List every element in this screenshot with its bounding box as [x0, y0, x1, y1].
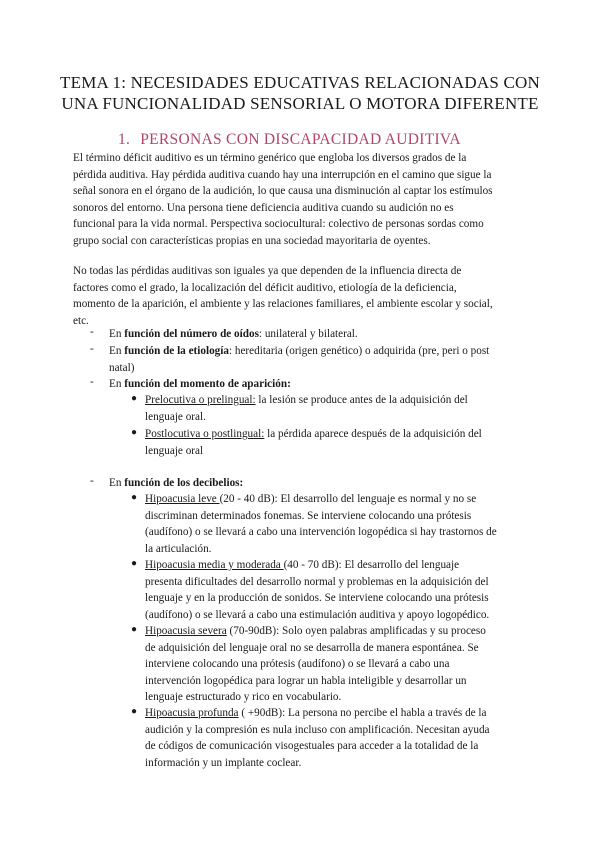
section-number: 1. — [118, 131, 131, 148]
item-text: ( +90dB): La persona no percibe el habla a través de la — [238, 707, 487, 719]
title-line-1: TEMA 1: NECESIDADES EDUCATIVAS RELACIONADAS CON — [60, 73, 540, 92]
dash-bullet: - — [90, 343, 94, 355]
paragraph-line: El término déficit auditivo es un término genérico que engloba los diversos grados de la — [73, 152, 467, 164]
list-item-prelocutiva — [145, 392, 540, 425]
dot-bullet: ● — [131, 492, 138, 503]
item-underline: Prelocutiva o prelingual: — [145, 394, 256, 406]
list-item-hipoacusia-profunda — [145, 705, 540, 771]
paragraph-line: pérdida auditiva. Hay pérdida auditiva cuando hay una interrupción en el camino que sigue la — [73, 168, 492, 181]
paragraph-line: etc. — [73, 314, 89, 327]
dot-bullet: ● — [131, 624, 138, 635]
item-text: : unilateral y bilateral. — [258, 328, 358, 340]
item-text: presenta dificultades del desarrollo normal y problemas en la adquisición del — [145, 575, 489, 588]
paragraph-factors — [73, 263, 533, 329]
item-bold: función de la etiología — [124, 345, 229, 357]
item-prefix: En — [109, 328, 125, 340]
list-item-num-oidos — [109, 326, 539, 343]
list-item-hipoacusia-severa — [145, 623, 540, 706]
list-item-decibelios — [109, 475, 539, 492]
list-item-hipoacusia-media — [145, 557, 540, 623]
item-text: : hereditaria (origen genético) o adquirida (pre, peri o post — [228, 345, 490, 357]
dash-bullet: - — [90, 475, 94, 487]
item-text: la lesión se produce antes de la adquisición del — [255, 394, 468, 406]
paragraph-line: No todas las pérdidas auditivas son iguales ya que dependen de la influencia directa de — [73, 265, 462, 277]
item-bold: función del momento de aparición: — [124, 378, 291, 390]
dot-bullet: ● — [131, 393, 138, 404]
item-underline: Hipoacusia profunda — [145, 707, 239, 719]
item-text: la pérdida aparece después de la adquisición del — [264, 428, 482, 440]
paragraph-line: funcional para la vida normal. Perspectiva sociocultural: colectivo de personas sordas como — [73, 218, 484, 231]
item-text: de códigos de comunicación visogestuales para acceder a la totalidad de la — [145, 740, 479, 753]
item-underline: Hipoacusia severa — [145, 625, 227, 637]
item-text: lenguaje oral — [145, 444, 204, 457]
list-item-postlocutiva — [145, 426, 540, 459]
section-label: PERSONAS CON DISCAPACIDAD AUDITIVA — [140, 131, 461, 148]
document-title — [40, 72, 560, 114]
dash-bullet: - — [90, 376, 94, 388]
title-line-2: UNA FUNCIONALIDAD SENSORIAL O MOTORA DIFERENTE — [61, 94, 539, 113]
list-item-momento — [109, 376, 539, 393]
item-text: lenguaje oral. — [145, 410, 206, 423]
item-text: (70-90dB): Solo oyen palabras amplificadas y su proceso — [226, 625, 486, 637]
item-text: la articulación. — [145, 542, 212, 555]
item-text: (audífono) o se llevará a cabo una intervención logopédica si hay trastornos de — [145, 526, 497, 539]
paragraph-definition — [73, 150, 533, 250]
item-text: natal) — [109, 361, 135, 374]
dot-bullet: ● — [131, 427, 138, 438]
dot-bullet: ● — [131, 706, 138, 717]
item-prefix: En — [109, 345, 125, 357]
section-heading — [118, 131, 461, 149]
item-text: lenguaje estructurado y rico en vocabulario. — [145, 691, 342, 704]
item-underline: Postlocutiva o postlingual: — [145, 428, 265, 440]
item-text: audición y la compresión es nula incluso con amplificación. Necesitan ayuda — [145, 723, 490, 736]
item-text: de adquisición del lenguaje oral no se desarrolla de manera espontánea. Se — [145, 641, 479, 654]
paragraph-line: señal sonora en el órgano de la audición, lo que causa una disminución al captar los estímulos — [73, 185, 493, 198]
list-item-hipoacusia-leve — [145, 491, 540, 557]
list-item-etiologia — [109, 343, 539, 376]
paragraph-line: grupo social con características propias en una sociedad mayoritaria de oyentes. — [73, 234, 431, 247]
paragraph-line: sonoros del entorno. Una persona tiene deficiencia auditiva cuando su audición no es — [73, 201, 454, 214]
paragraph-line: momento de la aparición, el ambiente y las relaciones familiares, el ambiente escolar y social, — [73, 298, 493, 311]
item-text: lenguaje y en la producción de sonidos. Se interviene colocando una prótesis — [145, 592, 489, 605]
item-text: (20 - 40 dB): El desarrollo del lenguaje es normal y no se — [219, 493, 477, 505]
paragraph-line: factores como el grado, la localización del déficit auditivo, etiología de la deficiencia, — [73, 281, 457, 294]
item-prefix: En — [109, 378, 125, 390]
item-underline: Hipoacusia media y moderada — [145, 559, 284, 571]
item-bold: función del número de oídos — [124, 328, 259, 340]
item-underline: Hipoacusia leve — [145, 493, 220, 505]
item-text: (40 - 70 dB): El desarrollo del lenguaje — [283, 559, 460, 571]
item-bold: función de los decibelios: — [124, 477, 244, 489]
dash-bullet: - — [90, 326, 94, 338]
item-prefix: En — [109, 477, 125, 489]
item-text: información y un implante coclear. — [145, 756, 302, 769]
item-text: (audífono) o se llevará a cabo una estimulación auditiva y apoyo logopédico. — [145, 608, 490, 621]
item-text: discriminan determinados fonemas. Se interviene colocando una prótesis — [145, 509, 472, 522]
item-text: interviene colocando una prótesis (audífono) o se llevará a cabo una — [145, 658, 450, 671]
dot-bullet: ● — [131, 558, 138, 569]
item-text: intervención logopédica para lograr un habla inteligible y desarrollar un — [145, 674, 467, 687]
